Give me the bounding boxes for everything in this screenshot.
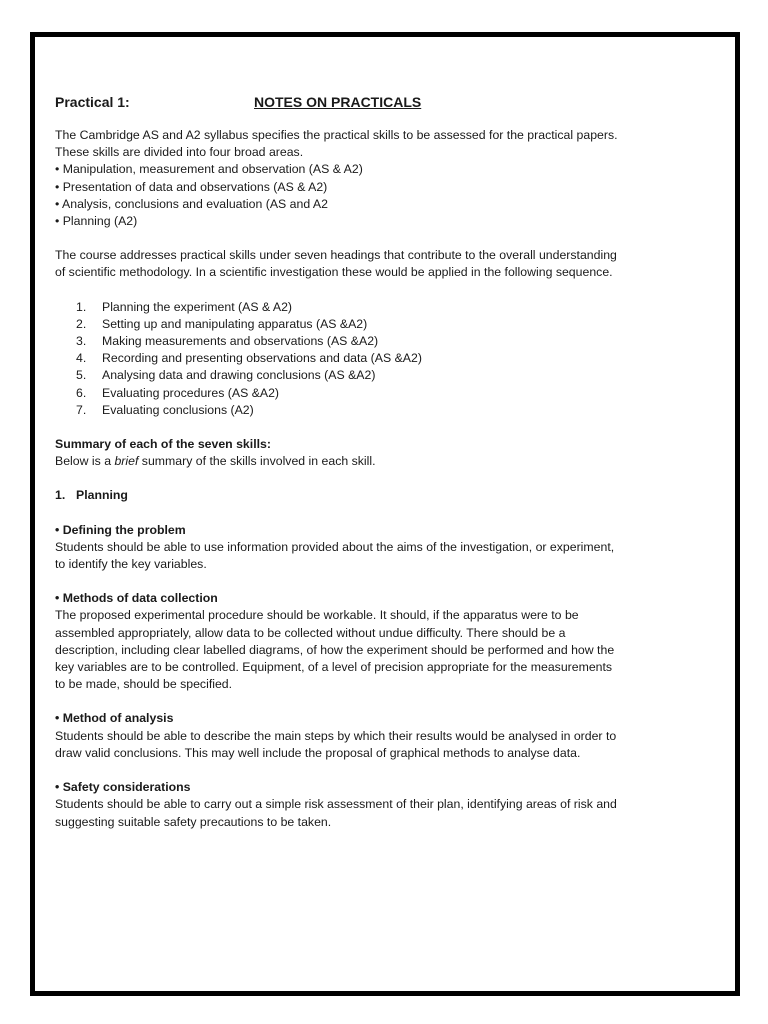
intro-line: These skills are divided into four broad areas. (55, 145, 304, 160)
skills-list (55, 299, 655, 419)
course-line: of scientific methodology. In a scientific investigation these would be applied in the following sequence. (55, 265, 613, 280)
list-item: 3. Making measurements and observations (AS &A2) (76, 334, 379, 349)
course-line: The course addresses practical skills under seven headings that contribute to the overall understanding (55, 248, 617, 263)
subsection-defining-problem (55, 522, 655, 574)
subsection-heading: • Method of analysis (55, 711, 174, 726)
subsection-safety (55, 779, 655, 831)
list-item: 6. Evaluating procedures (AS &A2) (76, 385, 280, 400)
subsection-line: suggesting suitable safety precautions to be taken. (55, 814, 332, 829)
subsection-line: key variables are to be controlled. Equipment, of a level of precision appropriate for the measurements (55, 660, 613, 675)
document-body (55, 92, 655, 831)
subsection-heading: • Safety considerations (55, 780, 191, 795)
summary-intro: Below is a brief summary of the skills involved in each skill. (55, 454, 376, 469)
subsection-analysis (55, 710, 655, 762)
list-item: 1. Planning the experiment (AS & A2) (76, 299, 293, 314)
bullet-item: • Manipulation, measurement and observation (AS & A2) (55, 162, 363, 177)
intro-line: The Cambridge AS and A2 syllabus specifies the practical skills to be assessed for the practical papers. (55, 128, 618, 142)
bullet-item: • Presentation of data and observations (AS & A2) (55, 179, 328, 194)
list-item: 2. Setting up and manipulating apparatus (AS &A2) (76, 316, 368, 331)
title-row (55, 92, 655, 112)
subsection-heading: • Methods of data collection (55, 591, 218, 606)
summary-heading: Summary of each of the seven skills: (55, 437, 271, 452)
subsection-line: The proposed experimental procedure should be workable. It should, if the apparatus were to be (55, 608, 579, 623)
subsection-line: Students should be able to use information provided about the aims of the investigation, or experiment, (55, 539, 615, 554)
bullet-item: • Planning (A2) (55, 214, 138, 229)
page-title: NOTES ON PRACTICALS (254, 94, 422, 110)
subsection-line: to identify the key variables. (55, 557, 207, 572)
subsection-line: description, including clear labelled diagrams, of how the experiment should be performed and how the (55, 642, 615, 657)
course-paragraph (55, 247, 655, 281)
subsection-line: assembled appropriately, allow data to be collected without undue difficulty. There should be a (55, 625, 566, 640)
subsection-line: draw valid conclusions. This may well include the proposal of graphical methods to analyse data. (55, 745, 581, 760)
list-item: 7. Evaluating conclusions (A2) (76, 402, 254, 417)
subsection-data-collection (55, 590, 655, 693)
practical-number: Practical 1: (55, 94, 130, 110)
subsection-line: Students should be able to describe the main steps by which their results would be analysed in order to (55, 728, 617, 743)
planning-heading: 1. Planning (55, 488, 128, 503)
emphasis-text: brief (114, 454, 139, 469)
subsection-line: to be made, should be specified. (55, 677, 233, 692)
summary-section (55, 436, 655, 470)
intro-paragraph (55, 127, 655, 230)
bullet-item: • Analysis, conclusions and evaluation (AS and A2 (55, 196, 328, 211)
subsection-heading: • Defining the problem (55, 522, 186, 537)
subsection-line: Students should be able to carry out a simple risk assessment of their plan, identifying areas of risk and (55, 797, 617, 812)
list-item: 5. Analysing data and drawing conclusions (AS &A2) (76, 368, 376, 383)
list-item: 4. Recording and presenting observations and data (AS &A2) (76, 351, 422, 366)
